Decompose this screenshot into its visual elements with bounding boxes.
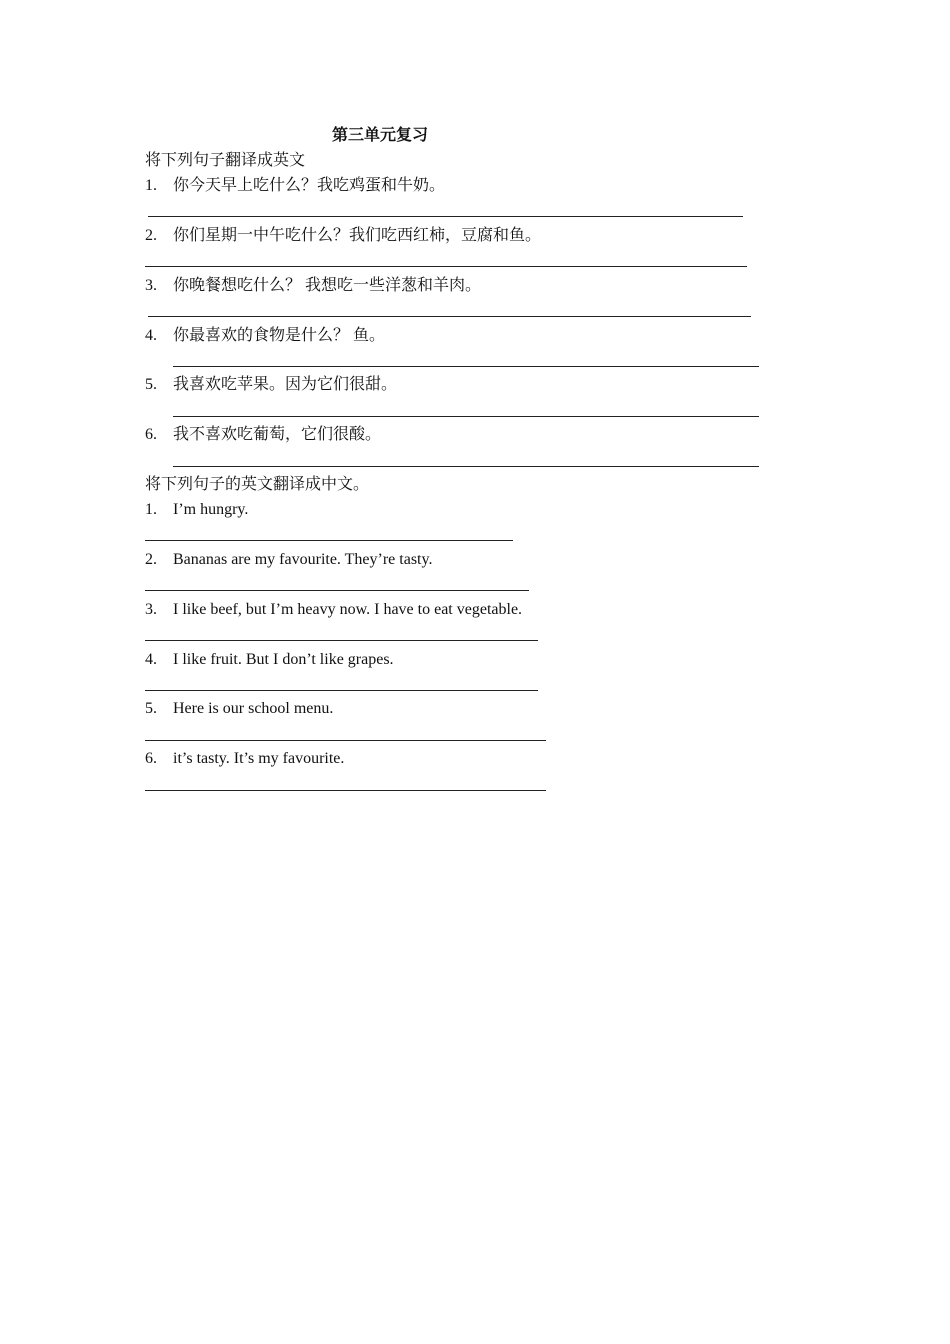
list-item [145,749,344,769]
answer-blank[interactable] [173,416,759,417]
answer-blank[interactable] [145,690,538,691]
answer-blank[interactable] [145,590,529,591]
section2-heading: 将下列句子的英文翻译成中文。 [145,476,370,493]
list-item [145,326,385,346]
page-title: 第三单元复习 [331,127,428,144]
item-text: 我喜欢吃苹果。因为它们很甜。 [173,376,398,393]
item-number: 5. [145,700,157,717]
item-text: I like beef, but I’m heavy now. I have to eat vegetable. [173,601,523,618]
item-text: 你们星期一中午吃什么？我们吃西红柿，豆腐和鱼。 [173,227,542,244]
list-item [145,650,394,670]
list-item [145,375,397,395]
answer-blank[interactable] [148,216,743,217]
answer-blank[interactable] [173,466,759,467]
answer-blank[interactable] [148,316,751,317]
item-number: 1. [145,177,157,194]
item-number: 6. [145,426,157,443]
item-number: 1. [145,501,157,518]
item-number: 3. [145,601,157,618]
answer-blank[interactable] [145,266,747,267]
section1-heading: 将下列句子翻译成英文 [145,152,306,169]
item-number: 6. [145,750,157,767]
item-text: I like fruit. But I don’t like grapes. [173,651,394,668]
item-text: it’s tasty. It’s my favourite. [173,750,345,767]
item-text: Bananas are my favourite. They’re tasty. [173,551,433,568]
list-item [145,425,381,445]
list-item [145,699,333,719]
list-item [145,500,248,520]
list-item [145,600,522,620]
item-number: 3. [145,277,157,294]
item-number: 2. [145,551,157,568]
item-number: 5. [145,376,157,393]
list-item [145,550,432,570]
item-number: 4. [145,651,157,668]
item-text: 你今天早上吃什么？我吃鸡蛋和牛奶。 [173,177,446,194]
item-text: 我不喜欢吃葡萄，它们很酸。 [173,426,382,443]
answer-blank[interactable] [145,540,513,541]
item-text: 你晚餐想吃什么？ 我想吃一些洋葱和羊肉。 [173,277,482,294]
item-number: 2. [145,227,157,244]
answer-blank[interactable] [145,790,546,791]
list-item [145,226,541,246]
list-item [145,276,481,296]
item-text: I’m hungry. [173,501,249,518]
answer-blank[interactable] [145,740,546,741]
item-number: 4. [145,327,157,344]
item-text: 你最喜欢的食物是什么？ 鱼。 [173,327,386,344]
list-item [145,176,445,196]
answer-blank[interactable] [173,366,759,367]
item-text: Here is our school menu. [173,700,334,717]
answer-blank[interactable] [145,640,538,641]
